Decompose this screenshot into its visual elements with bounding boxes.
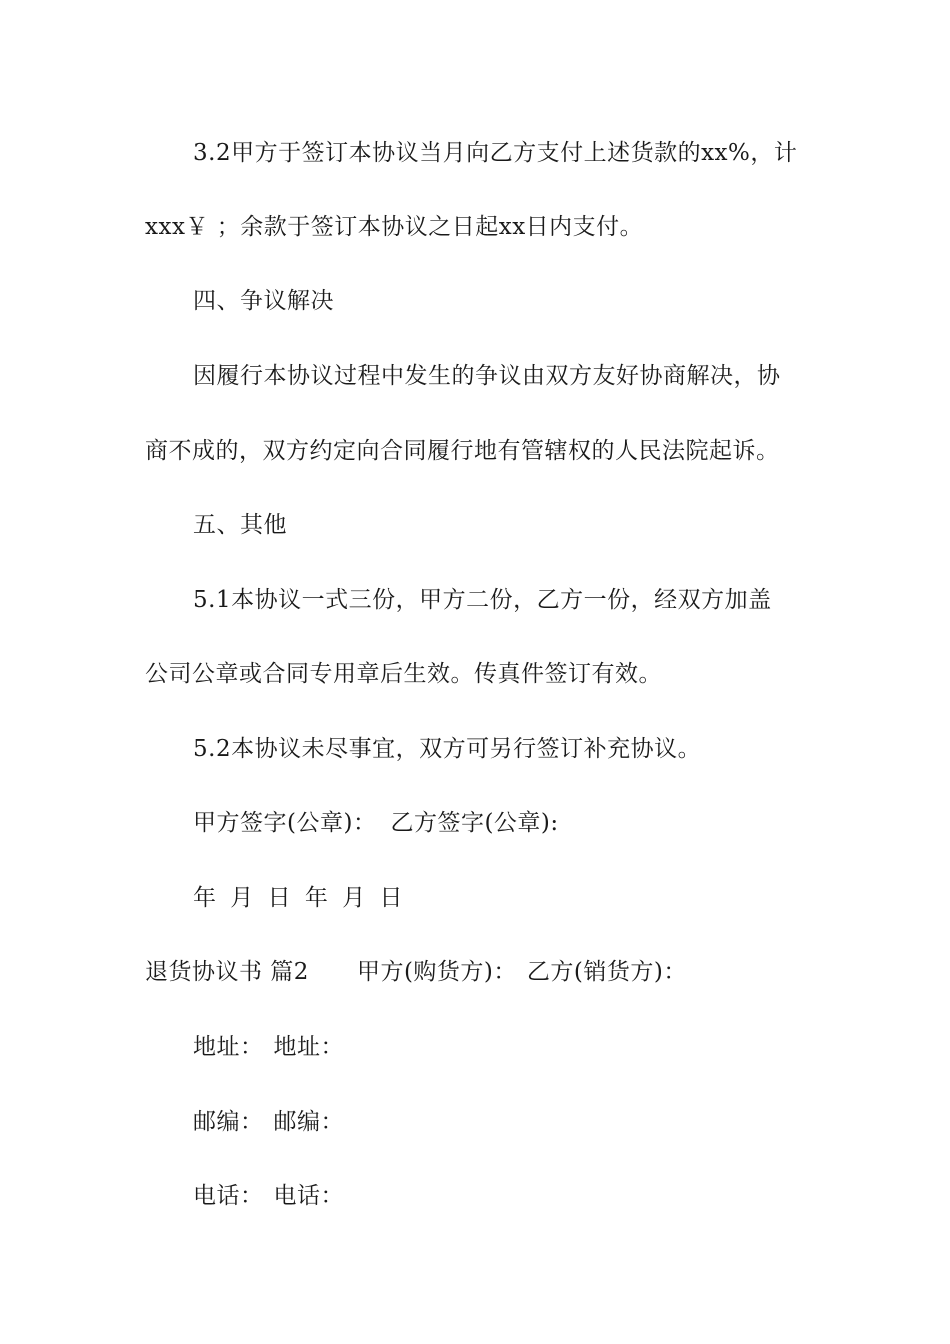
buyer-label: 甲方(购货方)： <box>356 959 517 985</box>
seller-label: 乙方(销货方)： <box>526 959 687 985</box>
seller-phone-label: 电话： <box>273 1183 344 1209</box>
paragraph-3-2-line-2: xxx￥ ；余款于签订本协议之日起xx日内支付。 <box>145 214 644 240</box>
address-field-line <box>193 1032 344 1062</box>
paragraph-5-2: 5.2本协议未尽事宜，双方可另行签订补充协议。 <box>193 736 702 762</box>
paragraph-3-2-line-1: 3.2甲方于签订本协议当月向乙方支付上述货款的xx%，计 <box>193 140 798 166</box>
paragraph-dispute-line-2: 商不成的，双方约定向合同履行地有管辖权的人民法院起诉。 <box>145 438 780 464</box>
buyer-address-label: 地址： <box>193 1034 264 1060</box>
postcode-field-line <box>193 1107 344 1137</box>
section2-header-line <box>145 957 687 987</box>
signature-line <box>193 808 559 838</box>
section-heading-dispute: 四、争议解决 <box>193 288 334 314</box>
paragraph-5-1-line-1: 5.1本协议一式三份，甲方二份，乙方一份，经双方加盖 <box>193 587 772 613</box>
buyer-postcode-label: 邮编： <box>193 1109 264 1135</box>
party-b-signature-label: 乙方签字(公章): <box>390 810 559 836</box>
seller-address-label: 地址： <box>273 1034 344 1060</box>
seller-postcode-label: 邮编： <box>273 1109 344 1135</box>
paragraph-5-1-line-2: 公司公章或合同专用章后生效。传真件签订有效。 <box>145 661 662 687</box>
party-a-signature-label: 甲方签字(公章)： <box>193 810 377 836</box>
section-heading-other: 五、其他 <box>193 512 287 538</box>
buyer-phone-label: 电话： <box>193 1183 264 1209</box>
paragraph-dispute-line-1: 因履行本协议过程中发生的争议由双方友好协商解决，协 <box>193 363 781 389</box>
section2-title: 退货协议书 篇2 <box>145 959 309 985</box>
phone-field-line <box>193 1181 344 1211</box>
date-line: 年 月 日 年 月 日 <box>193 885 404 911</box>
